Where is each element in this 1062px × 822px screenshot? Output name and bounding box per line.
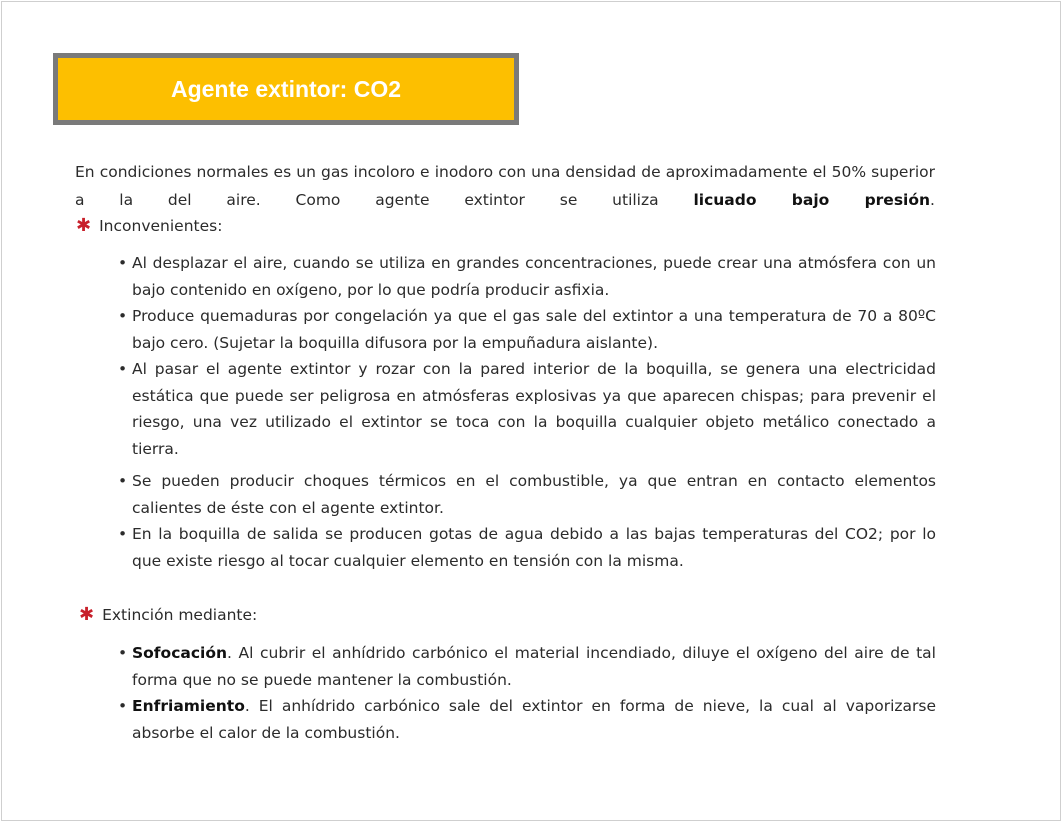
intro-paragraph: En condiciones normales es un gas incoloro e inodoro con una densidad de aproximadamente el 50% superior a la del aire. Como agente extintor se utiliza licuado bajo presión. <box>75 162 935 209</box>
inconvenientes-list <box>118 250 936 574</box>
list-item: • Enfriamiento. El anhídrido carbónico sale del extintor en forma de nieve, la cual al vaporizarse absorbe el calor de la combustión. <box>118 693 936 746</box>
intro-bold: licuado bajo presión <box>693 190 931 209</box>
page-title: Agente extintor: CO2 <box>170 75 402 102</box>
title-banner <box>53 53 519 125</box>
list-item: • Al pasar el agente extintor y rozar con la pared interior de la boquilla, se genera una electricidad estática que puede ser peligrosa en atmósferas explosivas ya que aparecen chispas; para prevenir el riesgo, una vez utilizado el extintor se toca con la boquilla cualquier objeto metálico conectado a tierra. <box>118 356 936 462</box>
list-item: • En la boquilla de salida se producen gotas de agua debido a las bajas temperaturas del CO2; por lo que existe riesgo al tocar cualquier elemento en tensión con la misma. <box>118 521 936 574</box>
asterisk-icon: ✱ <box>76 215 92 236</box>
list-item: • Produce quemaduras por congelación ya que el gas sale del extintor a una temperatura de 70 a 80ºC bajo cero. (Sujetar la boquilla difusora por la empuñadura aislante). <box>118 303 936 356</box>
list-item: • Se pueden producir choques térmicos en el combustible, ya que entran en contacto elementos calientes de éste con el agente extintor. <box>118 468 936 521</box>
inconvenientes-heading: ✱ Inconvenientes: <box>76 215 223 236</box>
extincion-heading: ✱ Extinción mediante: <box>79 604 258 625</box>
list-item: • Sofocación. Al cubrir el anhídrido carbónico el material incendiado, diluye el oxígeno del aire de tal forma que no se puede mantener la combustión. <box>118 640 936 693</box>
list-item: • Al desplazar el aire, cuando se utiliza en grandes concentraciones, puede crear una atmósfera con un bajo contenido en oxígeno, por lo que podría producir asfixia. <box>118 250 936 303</box>
asterisk-icon: ✱ <box>79 604 95 625</box>
extincion-list <box>118 640 936 746</box>
